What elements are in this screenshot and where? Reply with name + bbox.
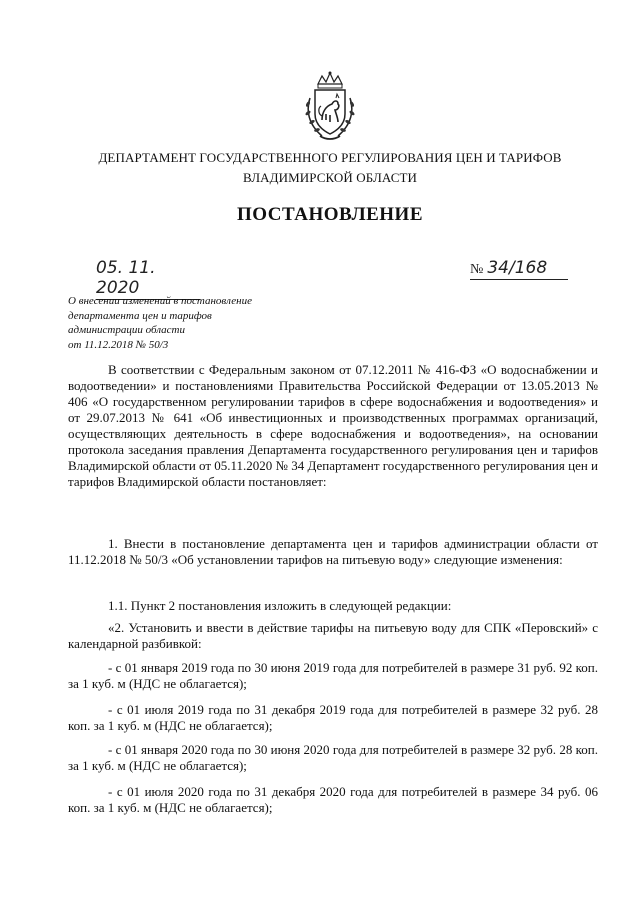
document-date: 05. 11. 2020	[96, 258, 200, 300]
item-1-1-paragraph: 1.1. Пункт 2 постановления изложить в следующей редакции:	[108, 598, 452, 613]
department-name-line2: ВЛАДИМИРСКОЙ ОБЛАСТИ	[242, 170, 418, 185]
number-sign: №	[470, 262, 484, 277]
subject-line: от 11.12.2018 № 50/3	[68, 338, 169, 351]
department-name-line1: ДЕПАРТАМЕНТ ГОСУДАРСТВЕННОГО РЕГУЛИРОВАНИЯ ЦЕН И ТАРИФОВ	[98, 150, 562, 165]
item-2-paragraph: «2. Установить и ввести в действие тарифы на питьевую воду для СПК «Перовский» с календарной разбивкой:	[68, 620, 598, 651]
document-number: 34/168	[487, 258, 548, 278]
item-1-paragraph: 1. Внести в постановление департамента цен и тарифов администрации области от 11.12.2018 № 50/3 «Об установлении тарифов на питьевую воду» следующие изменения:	[68, 536, 598, 567]
coat-of-arms-icon	[300, 70, 360, 142]
subject-line: департамента цен и тарифов	[68, 309, 212, 322]
tariff-line: - с 01 января 2020 года по 30 июня 2020 года для потребителей в размере 32 руб. 28 коп. за 1 куб. м (НДС не облагается);	[68, 742, 598, 773]
tariff-line: - с 01 июля 2019 года по 31 декабря 2019 года для потребителей в размере 32 руб. 28 коп. за 1 куб. м (НДС не облагается);	[68, 702, 598, 733]
preamble-paragraph: В соответствии с Федеральным законом от 07.12.2011 № 416-ФЗ «О водоснабжении и водоотведении» и постановлениями Правительства Российской Федерации от 13.05.2013 № 406 «О государственном регулировании тарифов в сфере водоснабжения и водоотведения» и от 29.07.2013 № 641 «Об инвестиционных и производственных программах организаций, осуществляющих деятельность в сфере водоснабжения и водоотведения», на основании протокола заседания правления Департамента государственного регулирования цен и тарифов Владимирской области от 05.11.2020 № 34 Департамент государственного регулирования цен и тарифов Владимирской области постановляет:	[68, 362, 598, 489]
document-title: ПОСТАНОВЛЕНИЕ	[236, 204, 424, 225]
tariff-line: - с 01 января 2019 года по 30 июня 2019 года для потребителей в размере 31 руб. 92 коп. за 1 куб. м (НДС не облагается);	[68, 660, 598, 691]
tariff-line: - с 01 июля 2020 года по 31 декабря 2020 года для потребителей в размере 34 руб. 06 коп. за 1 куб. м (НДС не облагается);	[68, 784, 598, 815]
subject-line: О внесении изменений в постановление	[68, 295, 252, 307]
document-number-field	[470, 258, 568, 280]
document-subject	[68, 294, 318, 352]
subject-line: администрации области	[68, 324, 185, 336]
